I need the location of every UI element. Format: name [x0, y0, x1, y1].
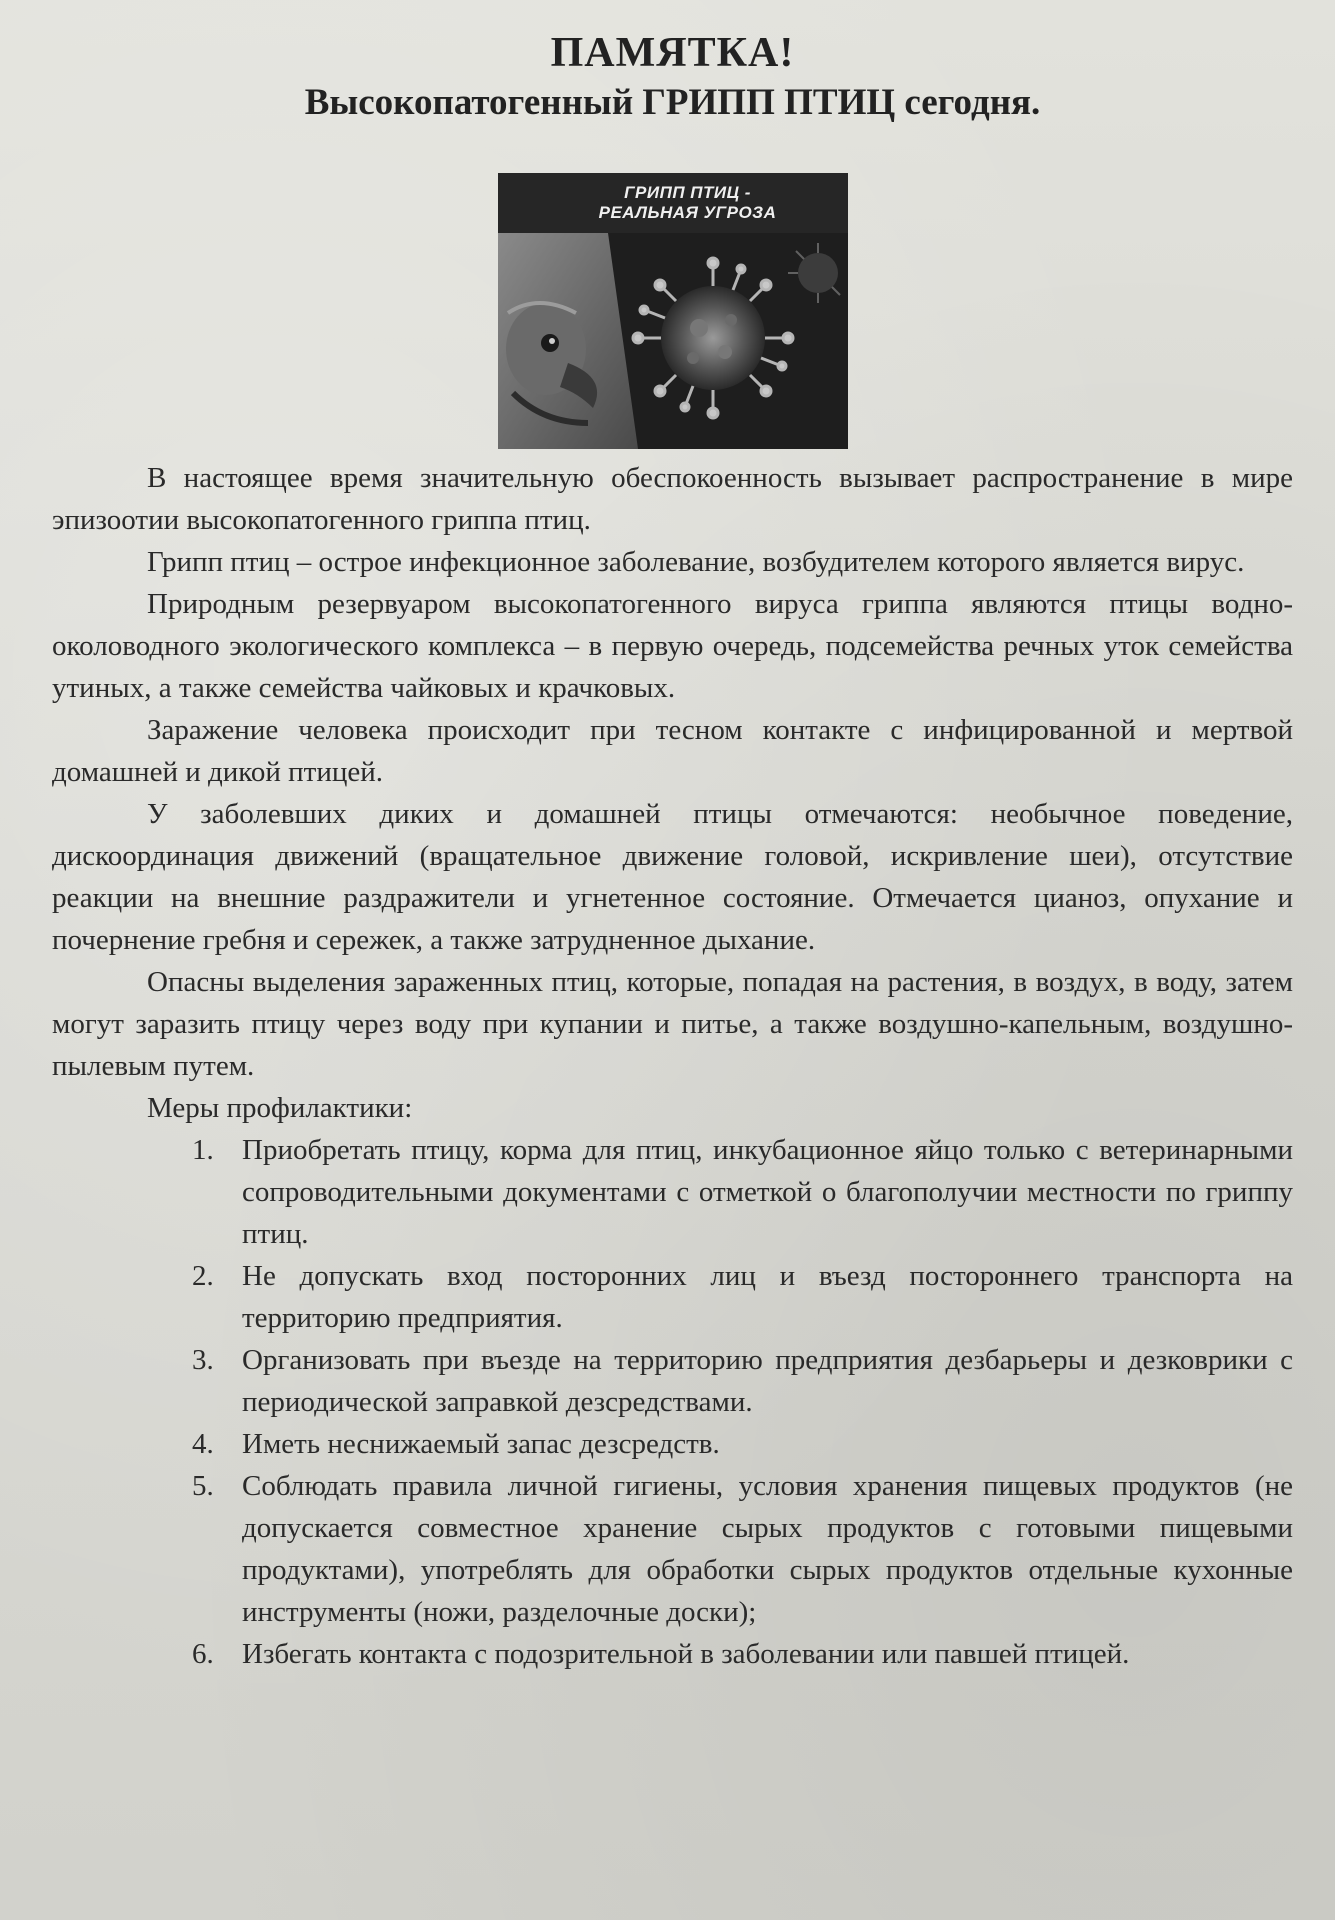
paragraph-definition: Грипп птиц – острое инфекционное заболевание, возбудителем которого является вирус.	[147, 546, 1245, 579]
virus-icon	[633, 258, 793, 418]
paragraph-reservoir: Природным резервуаром высокопатогенного вируса гриппа являются птицы водно-околоводного экологического комплекса – в первую очередь, подсемейства речных уток семейства утиных, а также семейства чайковых и крачковых.	[52, 588, 1293, 705]
poster-caption-line-2: РЕАЛЬНАЯ УГРОЗА	[598, 202, 777, 222]
list-item	[192, 1255, 1293, 1339]
paragraph-symptoms: У заболевших диких и домашней птицы отмечаются: необычное поведение, дискоординация движений (вращательное движение головой, искривление шеи), отсутствие реакции на внешние раздражители и угнетенное состояние. Отмечается цианоз, опухание и почернение гребня и сережек, а также затрудненное дыхание.	[52, 798, 1293, 957]
list-item-number: 6.	[192, 1638, 214, 1671]
list-item-text: Организовать при въезде на территорию предприятия дезбарьеры и дезковрики с периодической заправкой дезсредствами.	[242, 1344, 1293, 1419]
list-item-number: 5.	[192, 1470, 214, 1503]
list-item	[192, 1423, 1293, 1465]
list-item-text: Соблюдать правила личной гигиены, условия хранения пищевых продуктов (не допускается совместное хранение сырых продуктов с готовыми пищевыми продуктами), употреблять для обработки сырых продуктов отдельные кухонные инструменты (ножи, разделочные доски);	[242, 1470, 1293, 1629]
poster-caption-line-1: ГРИПП ПТИЦ -	[624, 183, 751, 203]
measures-list	[52, 1129, 1293, 1675]
page-subtitle: Высокопатогенный ГРИПП ПТИЦ сегодня.	[304, 82, 1041, 124]
paragraph-intro: В настоящее время значительную обеспокоенность вызывает распространение в мире эпизоотии высокопатогенного гриппа птиц.	[52, 462, 1293, 537]
memo-body	[52, 457, 1293, 1675]
list-item	[192, 1465, 1293, 1633]
list-item-number: 4.	[192, 1428, 214, 1461]
list-item-number: 2.	[192, 1260, 214, 1293]
list-item	[192, 1129, 1293, 1255]
list-item-number: 1.	[192, 1134, 214, 1167]
list-item	[192, 1339, 1293, 1423]
list-item-text: Иметь неснижаемый запас дезсредств.	[242, 1428, 720, 1461]
paragraph-human-infection: Заражение человека происходит при тесном контакте с инфицированной и мертвой домашней и дикой птицей.	[52, 714, 1293, 789]
bird-flu-poster-image	[498, 173, 848, 449]
paragraph-transmission: Опасны выделения зараженных птиц, которые, попадая на растения, в воздух, в воду, затем могут заразить птицу через воду при купании и питье, а также воздушно-капельным, воздушно-пылевым путем.	[52, 966, 1293, 1083]
measures-heading: Меры профилактики:	[147, 1092, 413, 1125]
list-item-text: Избегать контакта с подозрительной в заболевании или павшей птицей.	[242, 1638, 1130, 1671]
list-item-text: Приобретать птицу, корма для птиц, инкубационное яйцо только с ветеринарными сопроводительными документами с отметкой о благополучии местности по гриппу птиц.	[242, 1134, 1293, 1251]
list-item-text: Не допускать вход посторонних лиц и въезд постороннего транспорта на территорию предприятия.	[242, 1260, 1293, 1335]
list-item	[192, 1633, 1293, 1675]
poster-caption	[558, 183, 818, 222]
list-item-number: 3.	[192, 1344, 214, 1377]
page-title: ПАМЯТКА!	[550, 30, 795, 76]
